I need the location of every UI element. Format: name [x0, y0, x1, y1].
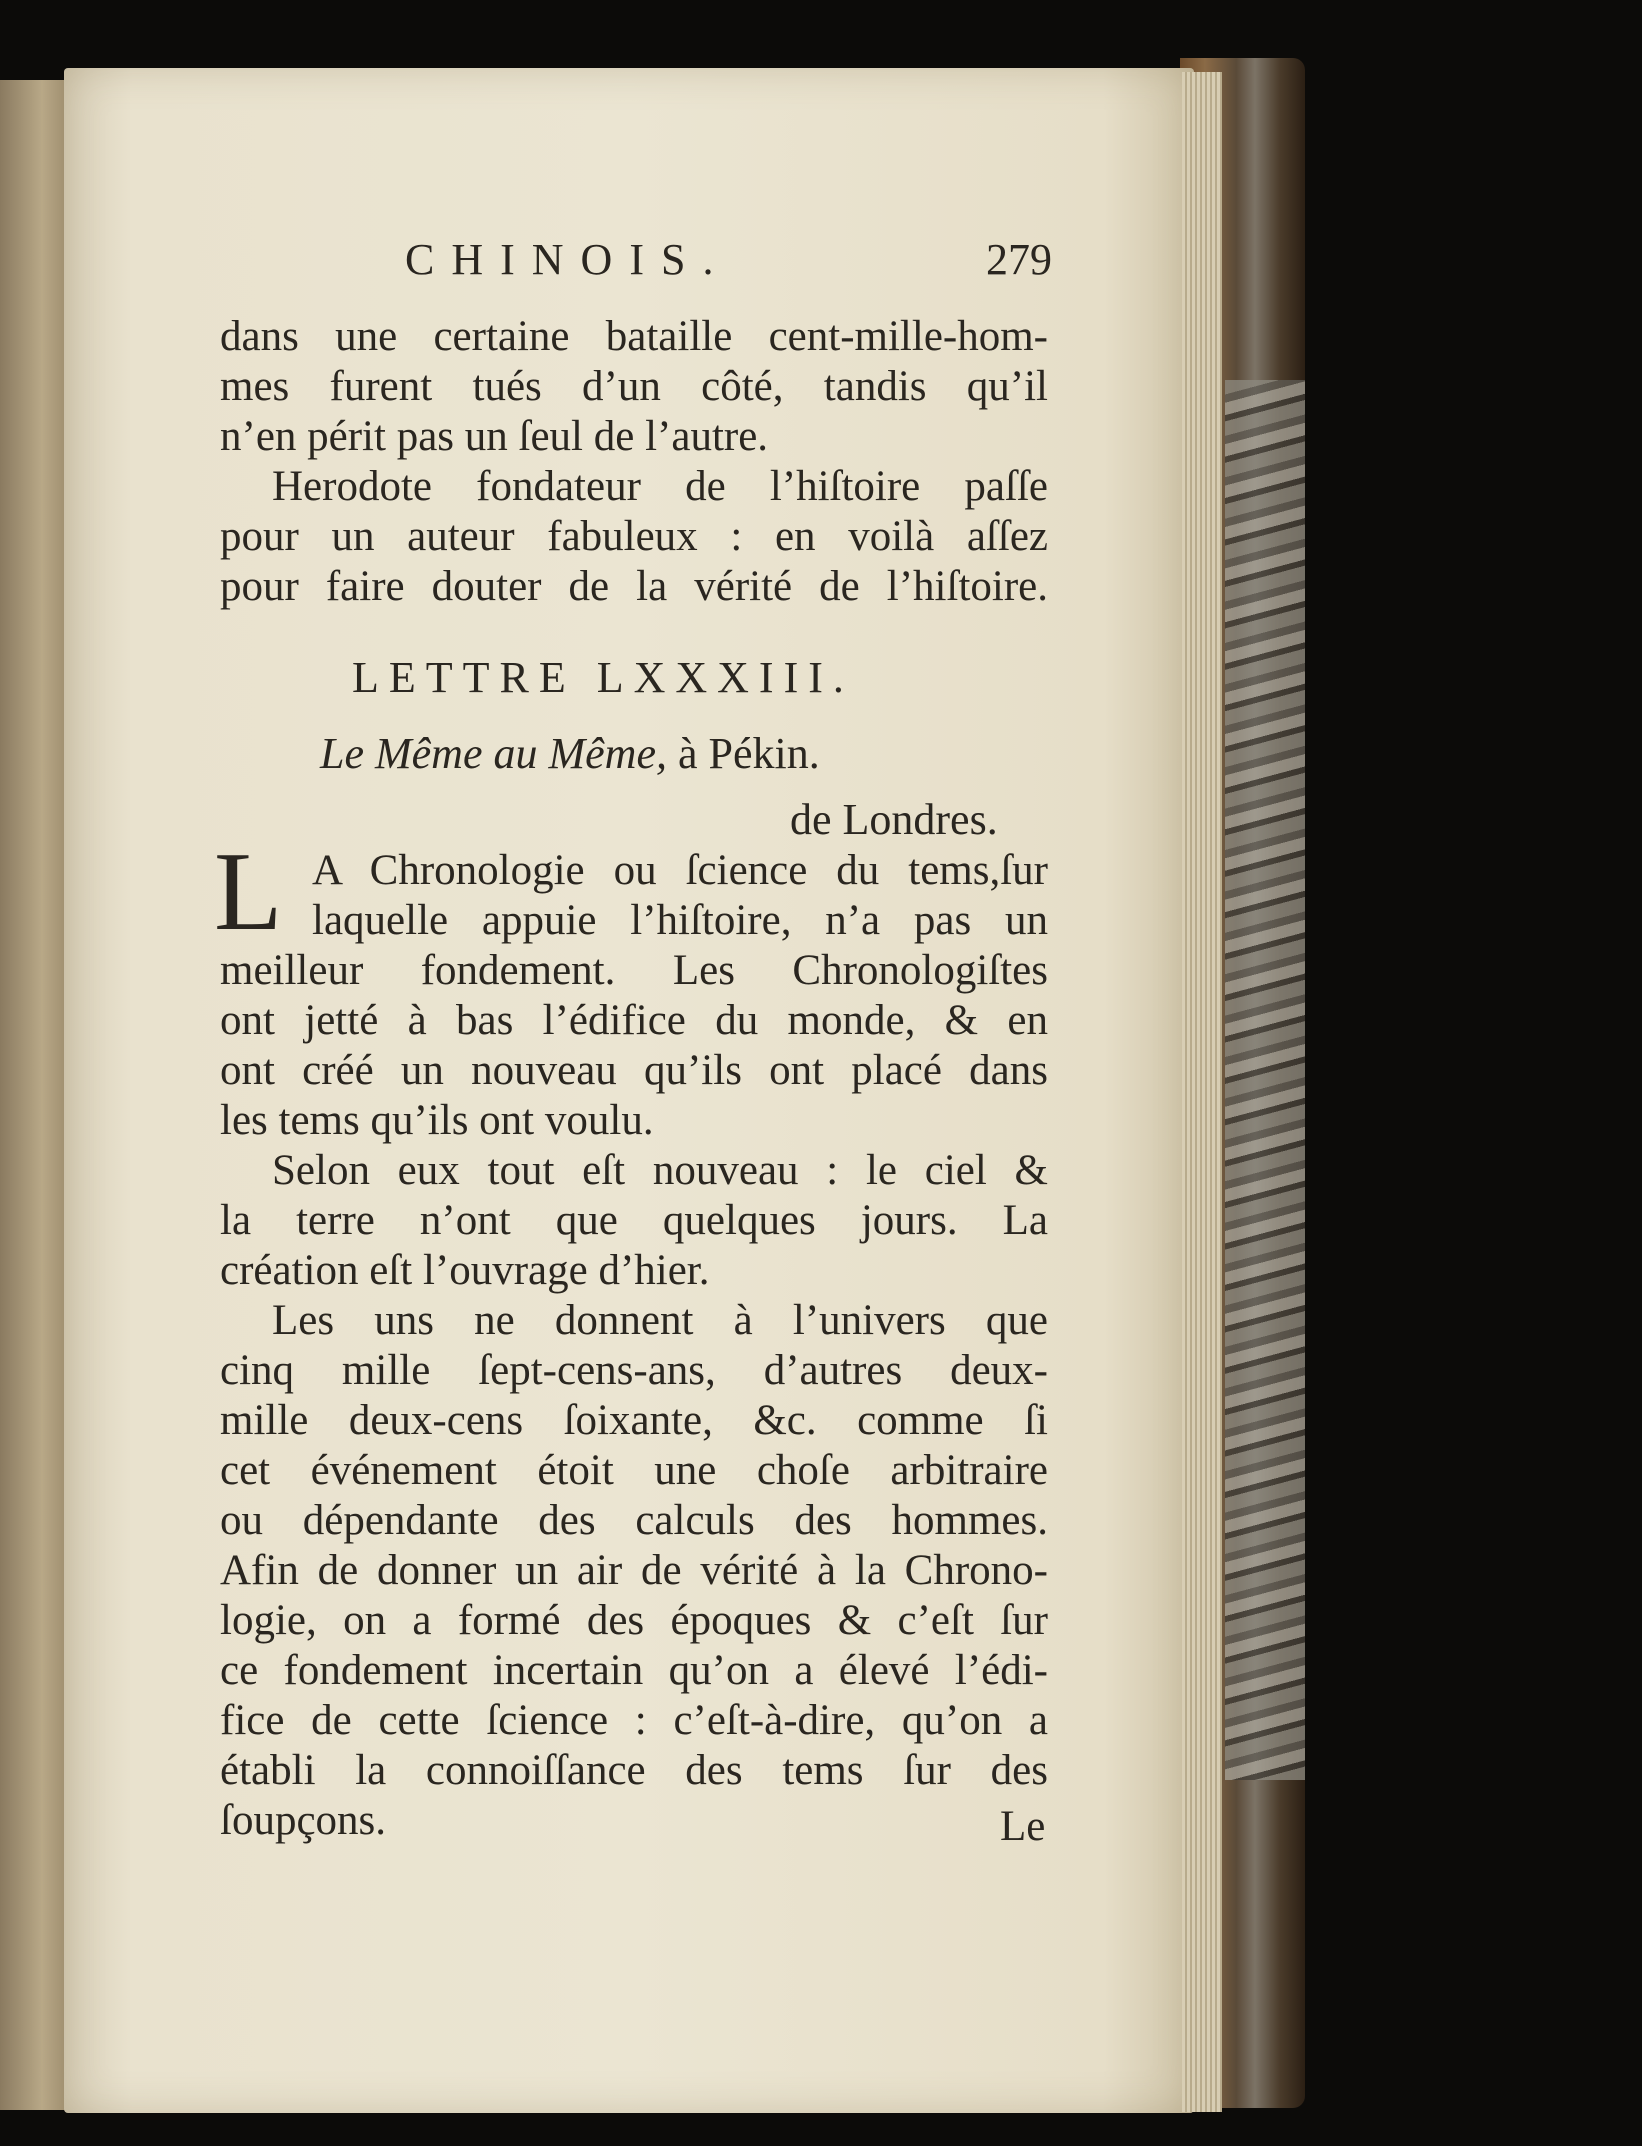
- text-line: laquelle appuie l’hiſtoire, n’a pas un: [312, 897, 1048, 944]
- text-line: fice de cette ſcience : c’eſt-à-dire, qu’on a: [220, 1697, 1048, 1744]
- text-line: meilleur fondement. Les Chronologiſtes: [220, 947, 1048, 994]
- letter-subtitle-italic: Le Même au Même,: [320, 729, 667, 778]
- text-line: ou dépendante des calculs des hommes.: [220, 1497, 1048, 1544]
- text-line: Herodote fondateur de l’hiſtoire paſſe: [272, 463, 1048, 510]
- letter-subtitle: [320, 728, 820, 779]
- text-line: cet événement étoit une choſe arbitraire: [220, 1447, 1048, 1494]
- text-line: ce fondement incertain qu’on a élevé l’édi-: [220, 1647, 1048, 1694]
- letter-heading: LETTRE LXXXIII.: [352, 653, 854, 702]
- text-line: la terre n’ont que quelques jours. La: [220, 1197, 1048, 1244]
- text-line: Les uns ne donnent à l’univers que: [272, 1297, 1048, 1344]
- text-line: A Chronologie ou ſcience du tems,ſur: [312, 847, 1048, 894]
- page-block-edges: [1182, 72, 1222, 2112]
- text-line: pour faire douter de la vérité de l’hiſtoire.: [220, 563, 1048, 610]
- text-line: Afin de donner un air de vérité à la Chrono-: [220, 1547, 1048, 1594]
- drop-cap: L: [214, 830, 283, 954]
- text-line: mes furent tués d’un côté, tandis qu’il: [220, 363, 1048, 410]
- running-title: CHINOIS.: [405, 235, 731, 284]
- letter-subtitle-place: à Pékin.: [677, 729, 820, 778]
- page-number: 279: [986, 235, 1052, 284]
- text-line: ſoupçons.: [220, 1797, 387, 1844]
- text-line: ont jetté à bas l’édifice du monde, & en: [220, 997, 1048, 1044]
- facing-page-edge: [0, 80, 70, 2110]
- text-line: n’en périt pas un ſeul de l’autre.: [220, 413, 769, 460]
- text-line: Selon eux tout eſt nouveau : le ciel &: [272, 1147, 1048, 1194]
- letter-origin: de Londres.: [790, 795, 998, 844]
- text-line: dans une certaine bataille cent-mille-hom-: [220, 313, 1048, 360]
- text-line: les tems qu’ils ont voulu.: [220, 1097, 654, 1144]
- text-line: logie, on a formé des époques & c’eſt ſur: [220, 1597, 1048, 1644]
- text-line: création eſt l’ouvrage d’hier.: [220, 1247, 710, 1294]
- text-line: établi la connoiſſance des tems ſur des: [220, 1747, 1048, 1794]
- text-line: cinq mille ſept-cens-ans, d’autres deux-: [220, 1347, 1048, 1394]
- text-line: mille deux-cens ſoixante, &c. comme ſi: [220, 1397, 1048, 1444]
- text-line: pour un auteur fabuleux : en voilà aſſez: [220, 513, 1048, 560]
- marbled-cover: [1225, 380, 1305, 1780]
- catchword: Le: [1000, 1803, 1046, 1850]
- text-line: ont créé un nouveau qu’ils ont placé dans: [220, 1047, 1048, 1094]
